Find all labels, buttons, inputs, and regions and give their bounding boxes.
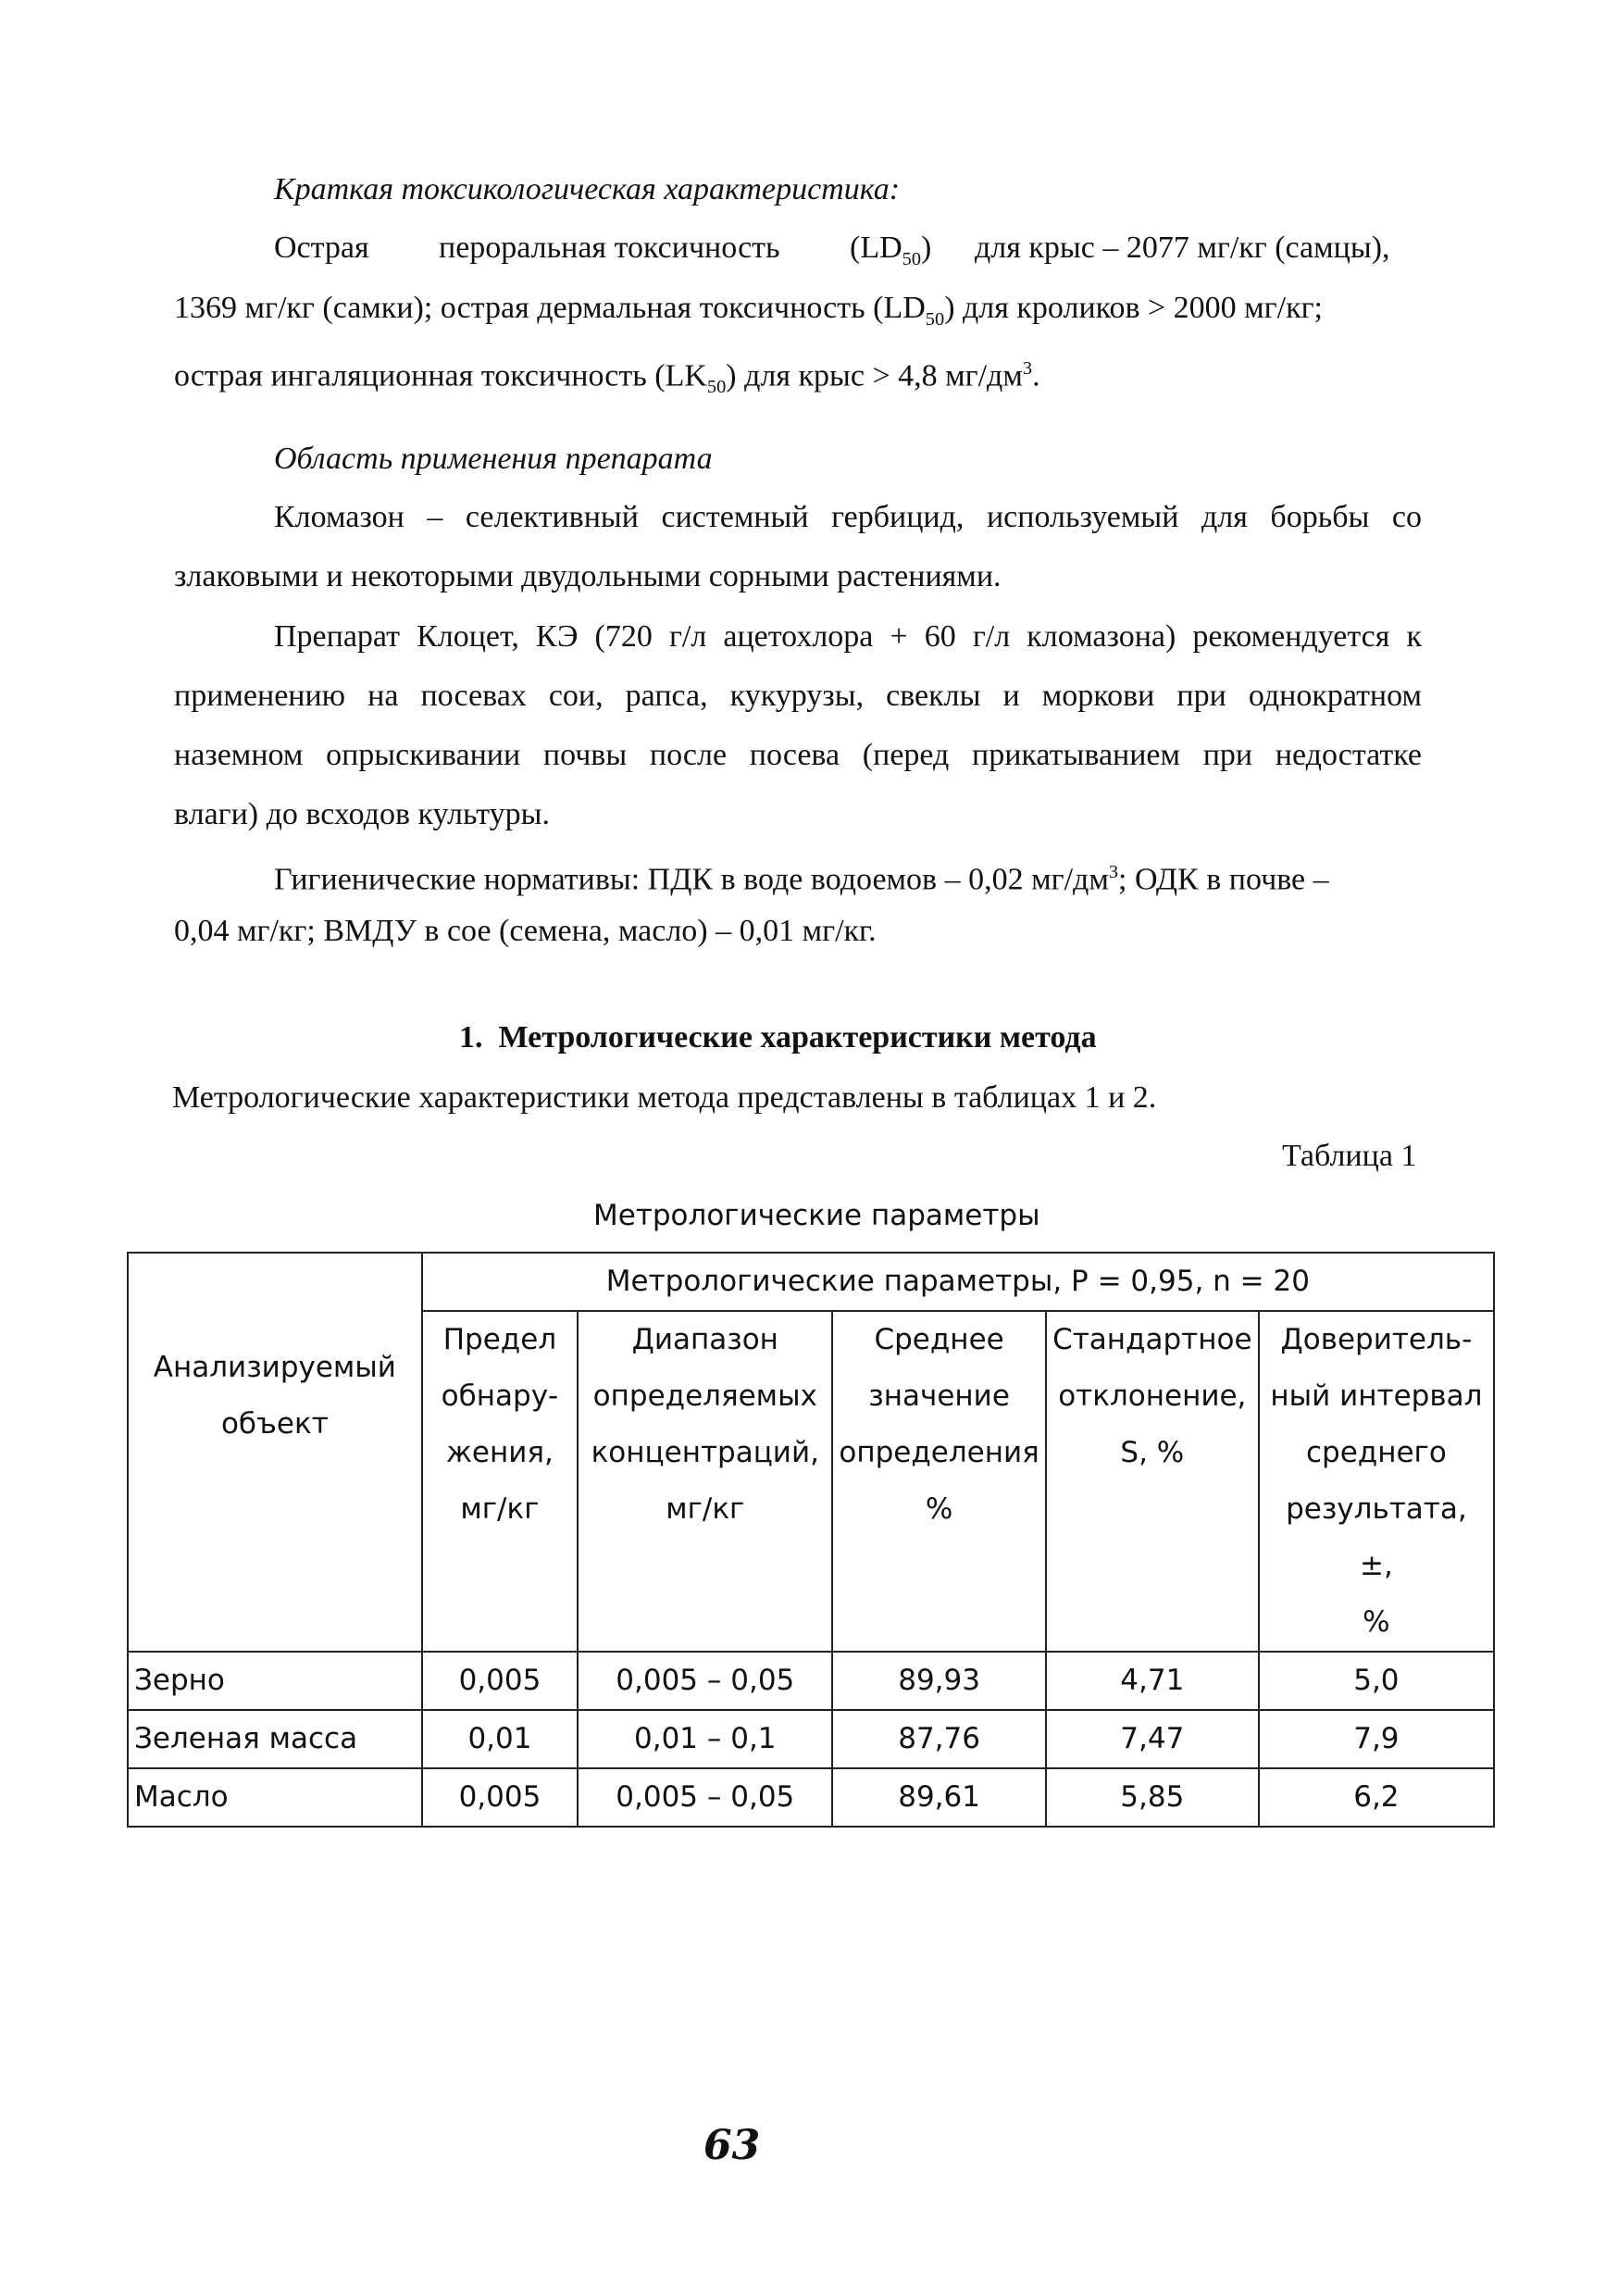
cell-ci: 6,2 (1259, 1768, 1494, 1827)
cell-sd: 4,71 (1046, 1652, 1259, 1710)
metrology-table (127, 1252, 1495, 1828)
section-intro: Метрологические характеристики метода представлены в таблицах 1 и 2. (172, 1080, 1157, 1115)
tox-heading: Краткая токсикологическая характеристика: (274, 172, 901, 206)
header-text: концентраций, (591, 1436, 819, 1469)
usage-line-8: 0,04 мг/кг; ВМДУ в сое (семена, масло) – 0,01 мг/кг. (174, 914, 877, 948)
section-title: Метрологические характеристики метода (498, 1020, 1097, 1054)
cell-object: Зеленая масса (128, 1710, 422, 1768)
header-text: Диапазон (631, 1323, 778, 1356)
cell-lod: 0,005 (422, 1768, 578, 1827)
cell-mean: 89,93 (832, 1652, 1045, 1710)
tox-line-1b (439, 230, 780, 267)
tox-text: для крыс – 2077 мг/кг (самцы), (975, 231, 1390, 265)
page-number: 63 (703, 2122, 761, 2169)
cell-object: Масло (128, 1768, 422, 1827)
usage-line-7 (274, 854, 1329, 898)
header-object (128, 1253, 422, 1652)
tox-subscript: 50 (925, 308, 945, 330)
header-text: результата, ±, (1286, 1492, 1467, 1582)
cell-range: 0,005 – 0,05 (578, 1768, 832, 1827)
tox-line-3 (174, 350, 1040, 406)
usage-superscript: 3 (1108, 862, 1119, 882)
table-row (128, 1768, 1494, 1827)
header-text: объект (220, 1406, 329, 1441)
tox-text: Острая (274, 231, 369, 265)
header-text: среднего (1305, 1436, 1447, 1469)
tox-text: ) (921, 231, 932, 265)
header-text: ный интервал (1270, 1379, 1483, 1413)
header-range (578, 1311, 832, 1652)
header-text: Анализируемый (153, 1350, 396, 1384)
header-group: Метрологические параметры, P = 0,95, n = 20 (422, 1253, 1494, 1311)
table-label: Таблица 1 (1282, 1139, 1417, 1173)
tox-text: . (1032, 358, 1040, 393)
usage-text: Гигиенические нормативы: ПДК в воде водоемов – 0,02 мг/дм (274, 862, 1109, 897)
section-heading (459, 1020, 1097, 1055)
usage-line-2: злаковыми и некоторыми двудольными сорными растениями. (174, 559, 1002, 593)
tox-text: 1369 мг/кг (самки); острая дермальная токсичность (LD (174, 291, 926, 325)
cell-ci: 7,9 (1259, 1710, 1494, 1768)
tox-subscript: 50 (902, 248, 922, 269)
header-text: Стандартное (1052, 1323, 1252, 1356)
usage-line-6: влаги) до всходов культуры. (174, 797, 550, 831)
tox-line-1c (850, 230, 931, 278)
section-number: 1. (459, 1020, 483, 1054)
tox-text: пероральная токсичность (439, 231, 780, 265)
tox-line-1d (975, 230, 1390, 267)
header-sd (1046, 1311, 1259, 1652)
tox-text: острая ингаляционная токсичность (LK (174, 358, 707, 393)
cell-lod: 0,005 (422, 1652, 578, 1710)
cell-mean: 89,61 (832, 1768, 1045, 1827)
usage-line-1: Кломазон – селективный системный гербицид, используемый для борьбы со (274, 500, 1422, 534)
table-caption: Метрологические параметры (593, 1199, 1040, 1232)
tox-text: ) для крыс > 4,8 мг/дм (726, 358, 1023, 393)
header-text: определения (839, 1436, 1039, 1469)
tox-line-2 (174, 290, 1323, 338)
header-lod (422, 1311, 578, 1652)
usage-heading: Область применения препарата (274, 442, 713, 476)
header-text: значение (868, 1379, 1010, 1413)
usage-line-4: применению на посевах сои, рапса, кукурузы, свеклы и моркови при однократном (174, 679, 1422, 713)
cell-mean: 87,76 (832, 1710, 1045, 1768)
header-text: Среднее (874, 1323, 1004, 1356)
tox-text: ) для кроликов > 2000 мг/кг; (944, 291, 1323, 325)
header-text: % (1363, 1605, 1390, 1639)
cell-range: 0,01 – 0,1 (578, 1710, 832, 1768)
cell-object: Зерно (128, 1652, 422, 1710)
cell-sd: 7,47 (1046, 1710, 1259, 1768)
header-text: мг/кг (460, 1492, 540, 1526)
tox-text: (LD (850, 231, 902, 265)
header-ci (1259, 1311, 1494, 1652)
header-text: жения, (445, 1436, 554, 1469)
header-text: S, % (1120, 1436, 1185, 1469)
usage-line-5: наземном опрыскивании почвы после посева (перед прикатыванием при недостатке (174, 738, 1422, 772)
cell-lod: 0,01 (422, 1710, 578, 1768)
cell-range: 0,005 – 0,05 (578, 1652, 832, 1710)
header-mean (832, 1311, 1045, 1652)
tox-superscript: 3 (1022, 358, 1033, 379)
header-text: обнару- (441, 1379, 559, 1413)
table-row (128, 1710, 1494, 1768)
usage-text: ; ОДК в почве – (1118, 862, 1329, 897)
cell-ci: 5,0 (1259, 1652, 1494, 1710)
header-text: мг/кг (666, 1492, 745, 1526)
header-text: % (925, 1492, 953, 1526)
header-text: отклонение, (1058, 1379, 1247, 1413)
header-text: определяемых (592, 1379, 817, 1413)
tox-subscript: 50 (706, 377, 727, 398)
header-text: Предел (442, 1323, 557, 1356)
table-row (128, 1652, 1494, 1710)
table-header-row-group (128, 1253, 1494, 1311)
usage-line-3: Препарат Клоцет, КЭ (720 г/л ацетохлора + 60 г/л кломазона) рекомендуется к (274, 619, 1422, 654)
cell-sd: 5,85 (1046, 1768, 1259, 1827)
header-text: Доверитель- (1280, 1323, 1473, 1356)
tox-line-1 (274, 230, 369, 267)
